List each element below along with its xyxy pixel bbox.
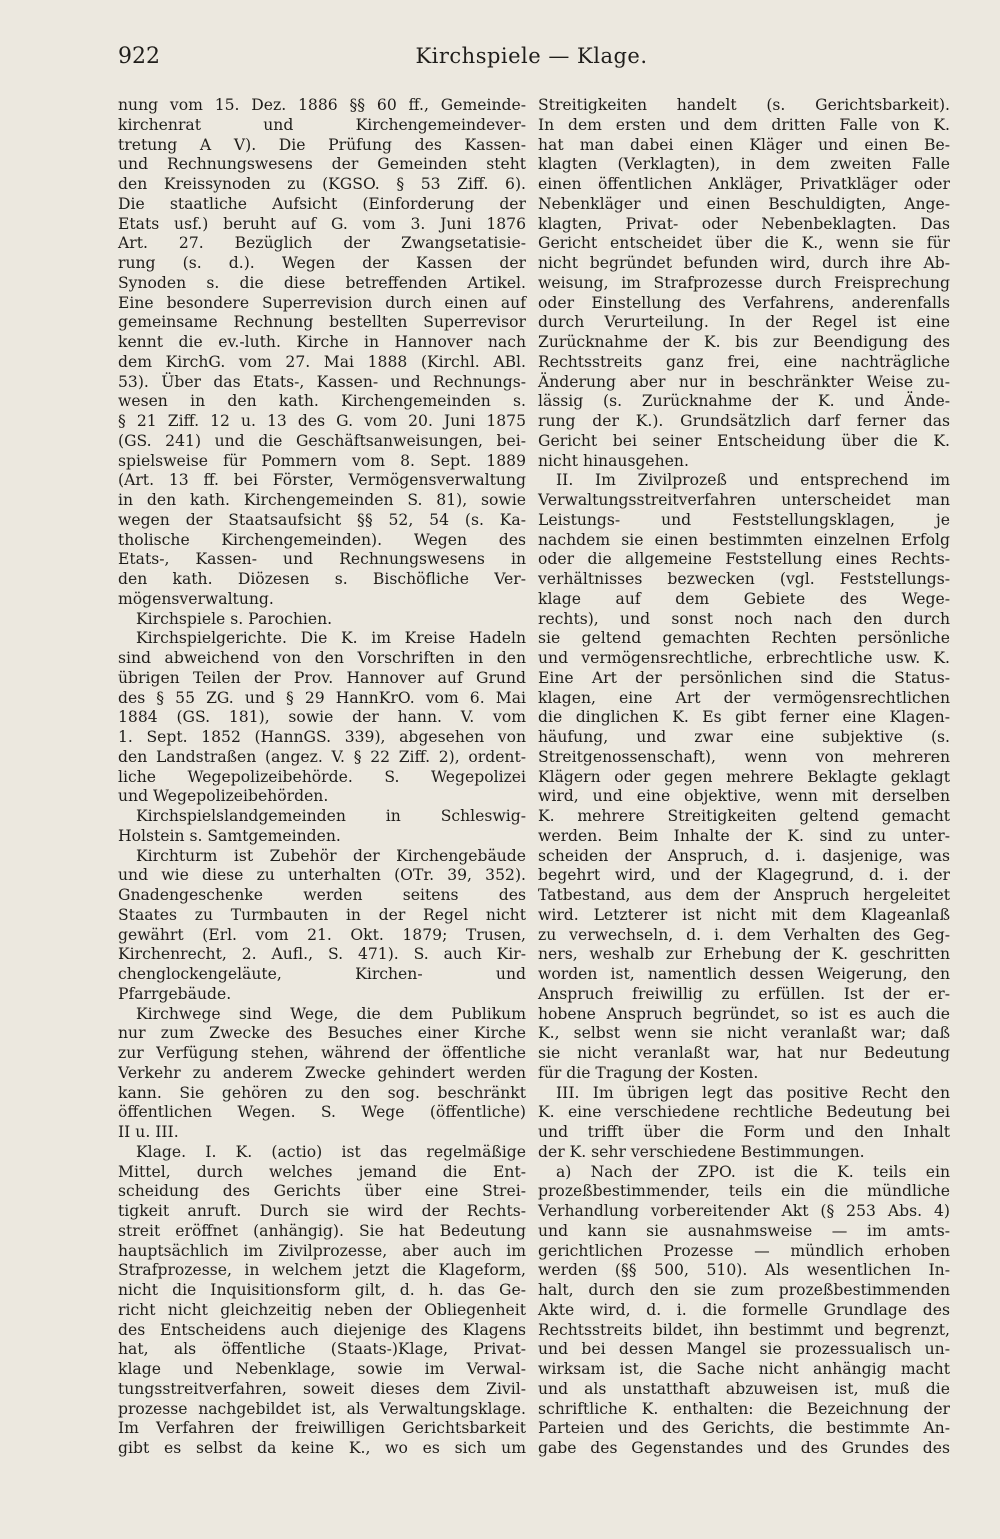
text-line: Streitgenossenschaft), wenn von mehreren <box>538 747 950 766</box>
running-head: Kirchspiele — Klage. <box>415 44 648 68</box>
text-line: und als unstatthaft abzuweisen ist, muß die <box>538 1379 950 1398</box>
text-line: Eine Art der persönlichen sind die Status- <box>538 668 950 687</box>
text-line: häufung, und zwar eine subjektive (s. <box>538 728 950 746</box>
text-line: tigkeit anruft. Durch sie wird der Rechts- <box>118 1202 526 1220</box>
text-line: klagten, Privat- oder Nebenbeklagten. Das <box>538 214 950 233</box>
text-line: Art. 27. Bezüglich der Zwangsetatisie- <box>118 234 526 253</box>
text-line: werden. Beim Inhalte der K. sind zu unter- <box>538 826 950 845</box>
text-line: und kann sie ausnahmsweise — im amts- <box>538 1221 950 1240</box>
text-line: Rechtsstreits ganz frei, eine nachträgliche <box>538 352 950 371</box>
text-line: ners, weshalb zur Erhebung der K. geschritten <box>538 945 950 964</box>
text-line: den kath. Diözesen s. Bischöfliche Ver- <box>118 570 526 588</box>
text-line: (Art. 13 ff. bei Förster, Vermögensverwaltung <box>118 471 526 490</box>
text-line: Im Verfahren der freiwilligen Gerichtsbarkeit <box>118 1419 526 1438</box>
text-line: gerichtlichen Prozesse — mündlich erhoben <box>538 1241 950 1260</box>
page-number: 922 <box>118 44 160 69</box>
text-line: Strafprozesse, in welchem jetzt die Klageform, <box>118 1261 526 1280</box>
text-line: Akte wird, d. i. die formelle Grundlage des <box>538 1300 950 1319</box>
text-line: sie nicht veranlaßt war, hat nur Bedeutung <box>538 1044 950 1062</box>
text-line: und bei dessen Mangel sie prozessualisch un- <box>538 1340 950 1359</box>
text-line: K. mehrere Streitigkeiten geltend gemacht <box>538 807 950 825</box>
text-line: (GS. 241) und die Geschäftsanweisungen, bei- <box>118 431 526 450</box>
text-line: zu verwechseln, d. i. dem Verhalten des Geg- <box>538 925 950 944</box>
text-line: K. eine verschiedene rechtliche Bedeutung bei <box>538 1103 950 1122</box>
text-line: und wie diese zu unterhalten (OTr. 39, 352). <box>118 866 526 885</box>
text-line: und trifft über die Form und den Inhalt <box>538 1123 950 1141</box>
text-line: Zurücknahme der K. bis zur Beendigung des <box>538 333 950 351</box>
text-line: und Rechnungswesens der Gemeinden steht <box>118 155 526 174</box>
text-line: lässig (s. Zurücknahme der K. und Ände- <box>538 392 950 411</box>
text-line: Anspruch freiwillig zu erfüllen. Ist der er- <box>538 984 950 1003</box>
text-line: Holstein s. Samtgemeinden. <box>118 826 341 845</box>
text-line: scheidung des Gerichts über eine Strei- <box>118 1182 526 1201</box>
text-line: des § 55 ZG. und § 29 HannKrO. vom 6. Mai <box>118 688 526 707</box>
text-line: gewährt (Erl. vom 21. Okt. 1879; Trusen, <box>118 925 526 944</box>
text-line: chenglockengeläute, Kirchen- und <box>118 965 526 983</box>
text-line: kennt die ev.-luth. Kirche in Hannover nach <box>118 333 526 351</box>
text-line: Verhandlung vorbereitender Akt (§ 253 Abs. 4) <box>538 1202 950 1220</box>
text-line: nachdem sie einen bestimmten einzelnen Erfolg <box>538 530 950 549</box>
text-line: gemeinsame Rechnung bestellten Superrevisor <box>118 313 526 332</box>
text-line: hauptsächlich im Zivilprozesse, aber auch im <box>118 1241 526 1260</box>
text-line: oder die allgemeine Feststellung eines Rechts- <box>538 550 950 569</box>
text-line: II u. III. <box>118 1123 179 1141</box>
text-line: Gnadengeschenke werden seitens des <box>118 886 526 904</box>
text-line: Kirchspielslandgemeinden in Schleswig- <box>136 807 526 825</box>
text-line: Kirchenrecht, 2. Aufl., S. 471). S. auch Kir- <box>118 945 526 964</box>
text-line: prozeßbestimmender, teils ein die mündliche <box>538 1182 950 1201</box>
text-line: Pfarrgebäude. <box>118 984 232 1003</box>
text-line: werden (§§ 500, 510). Als wesentlichen In- <box>538 1261 950 1280</box>
text-line: III. Im übrigen legt das positive Recht den <box>556 1083 950 1102</box>
text-line: nicht hinausgehen. <box>538 451 689 470</box>
text-line: Eine besondere Superrevision durch einen auf <box>118 293 526 312</box>
text-line: Kirchwege sind Wege, die dem Publikum <box>136 1004 526 1023</box>
text-line: nur zum Zwecke des Besuches einer Kirche <box>118 1024 526 1043</box>
text-line: durch Verurteilung. In der Regel ist eine <box>538 313 950 332</box>
text-line: Etats-, Kassen- und Rechnungswesens in <box>118 550 526 569</box>
text-line: hobene Anspruch begründet, so ist es auch die <box>538 1004 950 1023</box>
text-line: und Wegepolizeibehörden. <box>118 787 329 806</box>
text-line: worden ist, namentlich dessen Weigerung, den <box>538 965 950 983</box>
text-line: Gericht entscheidet über die K., wenn sie für <box>538 234 950 253</box>
text-line: K., selbst wenn sie nicht veranlaßt war; daß <box>538 1024 950 1043</box>
text-line: gabe des Gegenstandes und des Grundes des <box>538 1439 950 1457</box>
text-line: in den kath. Kirchengemeinden S. 81), sowie <box>118 491 526 509</box>
right-text-column <box>538 96 950 1459</box>
text-line: die dinglichen K. Es gibt ferner eine Klagen- <box>538 708 950 727</box>
text-line: nicht begründet befunden wird, durch ihre Ab- <box>538 254 950 272</box>
text-line: des Entscheidens auch diejenige des Klagens <box>118 1320 526 1339</box>
text-line: verhältnisses bezwecken (vgl. Feststellungs- <box>538 570 950 588</box>
text-line: klagten (Verklagten), in dem zweiten Falle <box>538 155 950 174</box>
text-line: kirchenrat und Kirchengemeindever- <box>118 115 526 134</box>
text-line: nicht die Inquisitionsform gilt, d. h. das Ge- <box>118 1281 526 1299</box>
text-line: 1884 (GS. 181), sowie der hann. V. vom <box>118 708 526 727</box>
text-line: tretung A V). Die Prüfung des Kassen- <box>118 135 526 154</box>
text-line: II. Im Zivilprozeß und entsprechend im <box>556 471 950 490</box>
text-line: 53). Über das Etats-, Kassen- und Rechnungs- <box>118 372 526 391</box>
text-line: Verwaltungsstreitverfahren unterscheidet man <box>538 491 950 509</box>
text-line: nung vom 15. Dez. 1886 §§ 60 ff., Gemeinde- <box>118 96 526 114</box>
text-line: und vermögensrechtliche, erbrechtliche usw. K. <box>538 649 950 667</box>
text-line: scheiden der Anspruch, d. i. dasjenige, was <box>538 846 950 865</box>
text-line: prozesse nachgebildet ist, als Verwaltungsklage. <box>118 1399 526 1418</box>
text-line: wird. Letzterer ist nicht mit dem Klageanlaß <box>538 905 950 924</box>
text-line: öffentlichen Wegen. S. Wege (öffentliche) <box>118 1103 526 1122</box>
text-line: klagen, eine Art der vermögensrechtlichen <box>538 688 950 707</box>
text-line: oder Einstellung des Verfahrens, anderenfalls <box>538 293 950 312</box>
text-line: Tatbestand, aus dem der Anspruch hergeleitet <box>538 886 950 904</box>
text-line: den Kreissynoden zu (KGSO. § 53 Ziff. 6). <box>118 175 526 193</box>
text-line: mögensverwaltung. <box>118 589 274 608</box>
text-line: Streitigkeiten handelt (s. Gerichtsbarkeit). <box>538 96 950 114</box>
text-line: wirksam ist, die Sache nicht anhängig macht <box>538 1360 950 1378</box>
text-line: gibt es selbst da keine K., wo es sich um <box>118 1439 526 1457</box>
text-line: kann. Sie gehören zu den sog. beschränkt <box>118 1083 526 1102</box>
text-line: rechts), und sonst noch nach den durch <box>538 609 950 628</box>
text-line: wesen in den kath. Kirchengemeinden s. <box>118 392 526 411</box>
text-line: der K. sehr verschiedene Bestimmungen. <box>538 1142 865 1161</box>
text-line: halt, durch den sie zum prozeßbestimmenden <box>538 1281 950 1299</box>
text-line: klage auf dem Gebiete des Wege- <box>538 589 950 608</box>
text-line: Staates zu Turmbauten in der Regel nicht <box>118 905 526 924</box>
text-line: Klage. I. K. (actio) ist das regelmäßige <box>136 1142 526 1161</box>
left-text-column <box>118 96 526 1459</box>
text-line: 1. Sept. 1852 (HannGS. 339), abgesehen von <box>118 728 526 746</box>
text-line: hat man dabei einen Kläger und einen Be- <box>538 135 950 154</box>
text-line: Kirchspiele s. Parochien. <box>136 609 333 628</box>
text-line: hat, als öffentliche (Staats-)Klage, Privat- <box>118 1340 526 1359</box>
text-line: Änderung aber nur in beschränkter Weise zu- <box>538 372 950 391</box>
text-line: Parteien und des Gerichts, die bestimmte An- <box>538 1419 950 1438</box>
text-line: dem KirchG. vom 27. Mai 1888 (Kirchl. ABl. <box>118 352 526 371</box>
text-line: streit eröffnet (anhängig). Sie hat Bedeutung <box>118 1221 526 1240</box>
text-line: tungsstreitverfahren, soweit dieses dem Zivil- <box>118 1379 526 1398</box>
text-line: übrigen Teilen der Prov. Hannover auf Grund <box>118 668 526 687</box>
text-line: begehrt wird, und der Klagegrund, d. i. der <box>538 866 950 885</box>
text-line: a) Nach der ZPO. ist die K. teils ein <box>556 1162 950 1181</box>
text-line: sind abweichend von den Vorschriften in den <box>118 649 526 667</box>
text-line: Etats usf.) beruht auf G. vom 3. Juni 1876 <box>118 214 526 233</box>
text-line: klage und Nebenklage, sowie im Verwal- <box>118 1360 526 1378</box>
text-line: weisung, im Strafprozesse durch Freisprechung <box>538 273 950 292</box>
text-line: tholische Kirchengemeinden). Wegen des <box>118 530 526 549</box>
text-line: den Landstraßen (angez. V. § 22 Ziff. 2), ordent- <box>118 747 526 766</box>
text-line: Kirchturm ist Zubehör der Kirchengebäude <box>136 846 526 865</box>
page-header <box>118 44 945 78</box>
text-line: liche Wegepolizeibehörde. S. Wegepolizei <box>118 767 526 786</box>
text-line: Mittel, durch welches jemand die Ent- <box>118 1162 526 1181</box>
text-line: Leistungs- und Feststellungsklagen, je <box>538 510 950 529</box>
text-line: zur Verfügung stehen, während der öffentliche <box>118 1044 526 1062</box>
text-line: Nebenkläger und einen Beschuldigten, Ange- <box>538 194 950 213</box>
text-line: Klägern oder gegen mehrere Beklagte geklagt <box>538 767 950 786</box>
text-line: richt nicht gleichzeitig neben der Obliegenheit <box>118 1300 526 1319</box>
text-line: § 21 Ziff. 12 u. 13 des G. vom 20. Juni 1875 <box>118 412 526 430</box>
text-line: schriftliche K. enthalten: die Bezeichnung der <box>538 1399 950 1418</box>
text-line: Gericht bei seiner Entscheidung über die K. <box>538 431 950 450</box>
text-line: rung der K.). Grundsätzlich darf ferner das <box>538 412 950 430</box>
text-line: In dem ersten und dem dritten Falle von K. <box>538 115 950 134</box>
text-line: sie geltend gemachten Rechten persönliche <box>538 629 950 648</box>
text-line: rung (s. d.). Wegen der Kassen der <box>118 254 526 272</box>
text-line: wird, und eine objektive, wenn mit derselben <box>538 787 950 806</box>
text-line: Rechtsstreits bildet, ihn bestimmt und begrenzt, <box>538 1320 950 1339</box>
text-line: für die Tragung der Kosten. <box>538 1063 759 1082</box>
text-line: wegen der Staatsaufsicht §§ 52, 54 (s. Ka- <box>118 510 526 529</box>
text-line: spielsweise für Pommern vom 8. Sept. 1889 <box>118 451 526 470</box>
text-line: Kirchspielgerichte. Die K. im Kreise Hadeln <box>136 629 526 648</box>
text-line: einen öffentlichen Ankläger, Privatkläger oder <box>538 175 950 193</box>
text-line: Synoden s. die diese betreffenden Artikel. <box>118 273 526 292</box>
text-line: Verkehr zu anderem Zwecke gehindert werden <box>118 1063 526 1082</box>
text-line: Die staatliche Aufsicht (Einforderung der <box>118 194 526 213</box>
